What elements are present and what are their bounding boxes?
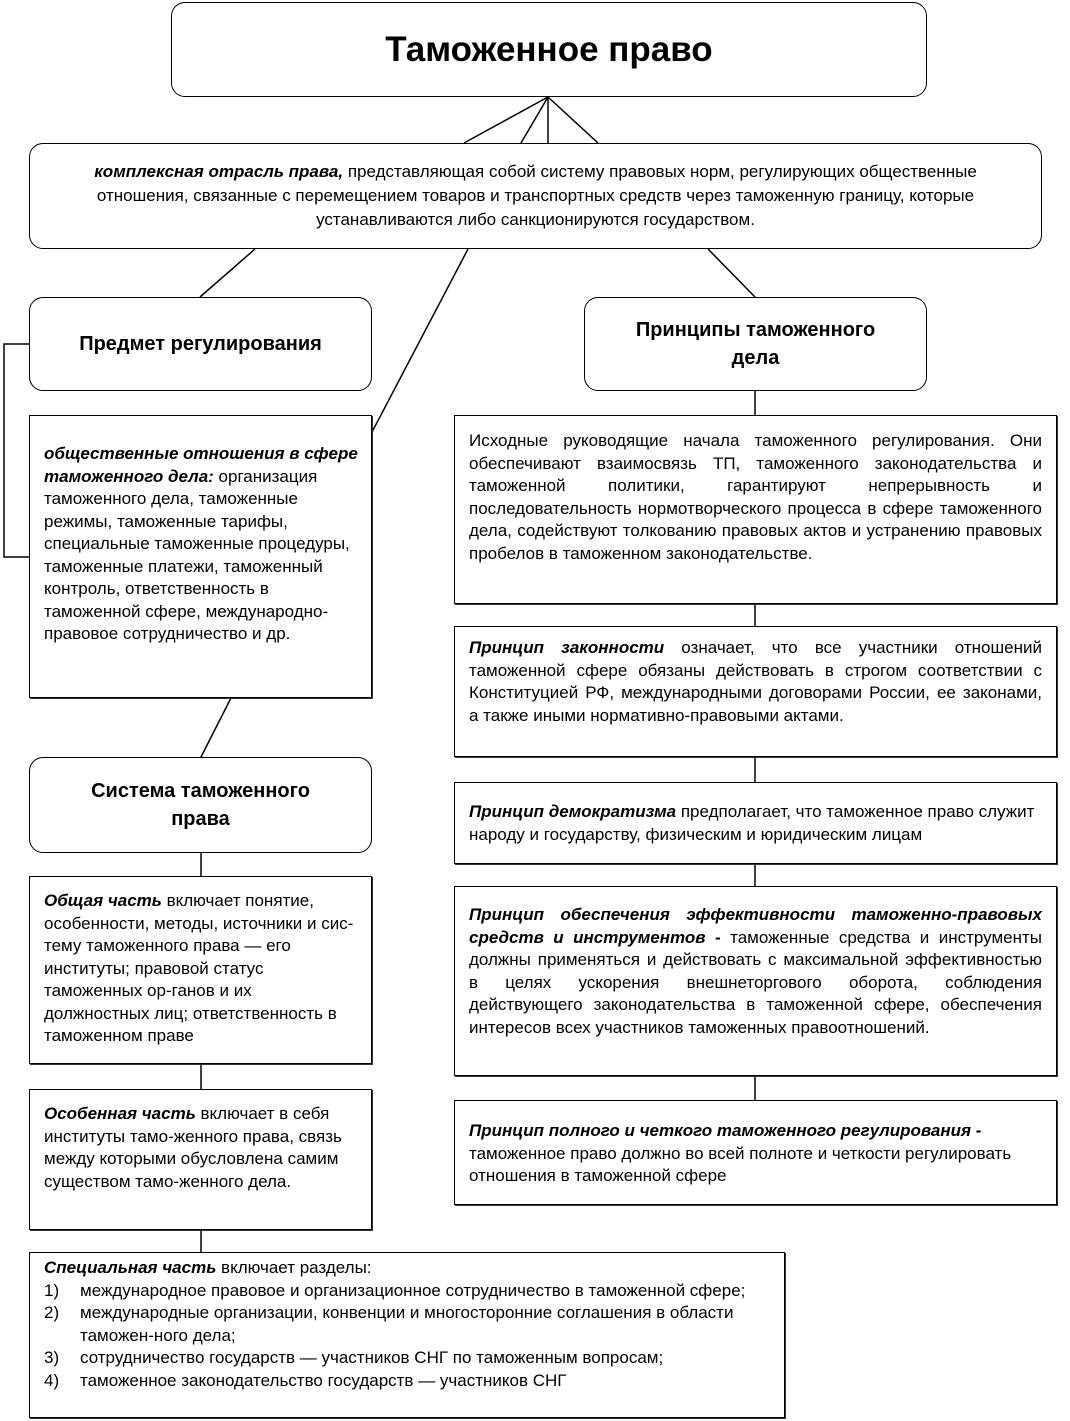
- principles-heading: Принципы таможенного дела: [635, 319, 876, 369]
- principles-heading-box: [584, 297, 927, 391]
- general-part-lead: Общая часть: [44, 891, 162, 910]
- special-part-lead: Особенная часть: [44, 1104, 196, 1123]
- page-title: Таможенное право: [385, 29, 713, 69]
- specialized-part-intro: [44, 1257, 772, 1280]
- definition-lead: комплексная отрасль права,: [94, 162, 344, 181]
- principles-intro-box: [454, 415, 1057, 604]
- list-item: 3) сотрудничество государств — участников СНГ по таможенным вопросам;: [44, 1348, 664, 1367]
- general-part-text: включает понятие, особенности, методы, источники и сис-тему таможенного права — его институты; правовой статус таможенных ор-ганов и их должностных лиц; ответственность в таможенном праве: [44, 891, 354, 1045]
- principle-legality-lead: Принцип законности: [469, 638, 665, 657]
- system-heading-box: [29, 757, 372, 853]
- principle-legality-box: [454, 626, 1057, 757]
- principle-completeness-lead: Принцип полного и четкого таможенного регулирования -: [469, 1121, 982, 1140]
- definition-text: [70, 160, 1001, 232]
- principles-intro-text: Исходные руководящие начала таможенного регулирования. Они обеспечивают взаимосвязь ТП, таможенного законодательства и таможенной политики, гарантируют непрерывность и последовательность нормотворческого процесса в сфере таможенного дела, содействуют толкованию правовых актов и устранению правовых пробелов в таможенном законодательстве.: [469, 431, 1042, 563]
- definition-box: [29, 143, 1042, 249]
- principle-completeness-box: [454, 1100, 1057, 1205]
- special-part-text: включает в себя институты тамо-женного права, связь между которыми обусловлена самим существом тамо-женного дела.: [44, 1104, 342, 1191]
- subject-heading: Предмет регулирования: [79, 333, 322, 355]
- definition-body: представляющая собой систему правовых норм, регулирующих общественные отношения, связанные с перемещением товаров и транспортных средств через таможенную границу, которые устанавливаются либо санкционируются государством.: [96, 162, 977, 229]
- specialized-part-lead: Специальная часть: [44, 1258, 217, 1277]
- list-item: 4) таможенное законодательство государств — участников СНГ: [44, 1370, 567, 1390]
- principle-legality-text: означает, что все участники отношений таможенной сфере обязаны действовать в строгом соответствии с Конституцией РФ, международными договорами России, ее законами, а также иными нормативно-правовыми актами.: [469, 638, 1042, 725]
- system-heading: Система таможенного права: [91, 780, 310, 830]
- list-item: 2) международные организации, конвенции и многосторонние соглашения в области таможен-ного дела;: [44, 1303, 734, 1345]
- principle-efficiency-text: таможенные средства и инструменты должны применяться и действовать с максимальной эффективностью в целях ускорения внешнеторгового оборота, соблюдения действующего законодательства в таможенной сфере, обеспечения интересов всех участников таможенных правоотношений.: [469, 927, 1043, 1037]
- principle-democracy-lead: Принцип демократизма: [469, 802, 677, 821]
- subject-heading-box: [29, 297, 372, 391]
- title-box: [171, 2, 927, 97]
- subject-text: организация таможенного дела, таможенные режимы, таможенные тарифы, специальные таможенные процедуры, таможенные платежи, таможенный контроль, ответственность в таможенной сфере, международно-правовое сотрудничество и др.: [44, 466, 350, 643]
- principle-completeness-text: таможенное право должно во всей полноте и четкости регулировать отношения в таможенной сфере: [469, 1143, 1012, 1185]
- list-item: 1) международное правовое и организационное сотрудничество в таможенной сфере;: [44, 1280, 746, 1300]
- specialized-part-text: включает разделы:: [216, 1258, 372, 1277]
- principle-efficiency-lead: Принцип обеспечения эффективности таможенно-правовых средств и инструментов -: [469, 905, 1042, 947]
- principle-democracy-box: [454, 782, 1057, 864]
- subject-content-box: [29, 415, 372, 698]
- subject-lead: общественные отношения в сфере таможенного дела:: [44, 444, 358, 486]
- principle-efficiency-box: [454, 886, 1057, 1076]
- specialized-part-box: [29, 1252, 785, 1418]
- general-part-box: [29, 876, 372, 1064]
- specialized-part-list: [44, 1280, 772, 1393]
- special-part-box: [29, 1089, 372, 1230]
- principle-democracy-text: предполагает, что таможенное право служит народу и государству, физическим и юридическим лицам: [469, 802, 1035, 844]
